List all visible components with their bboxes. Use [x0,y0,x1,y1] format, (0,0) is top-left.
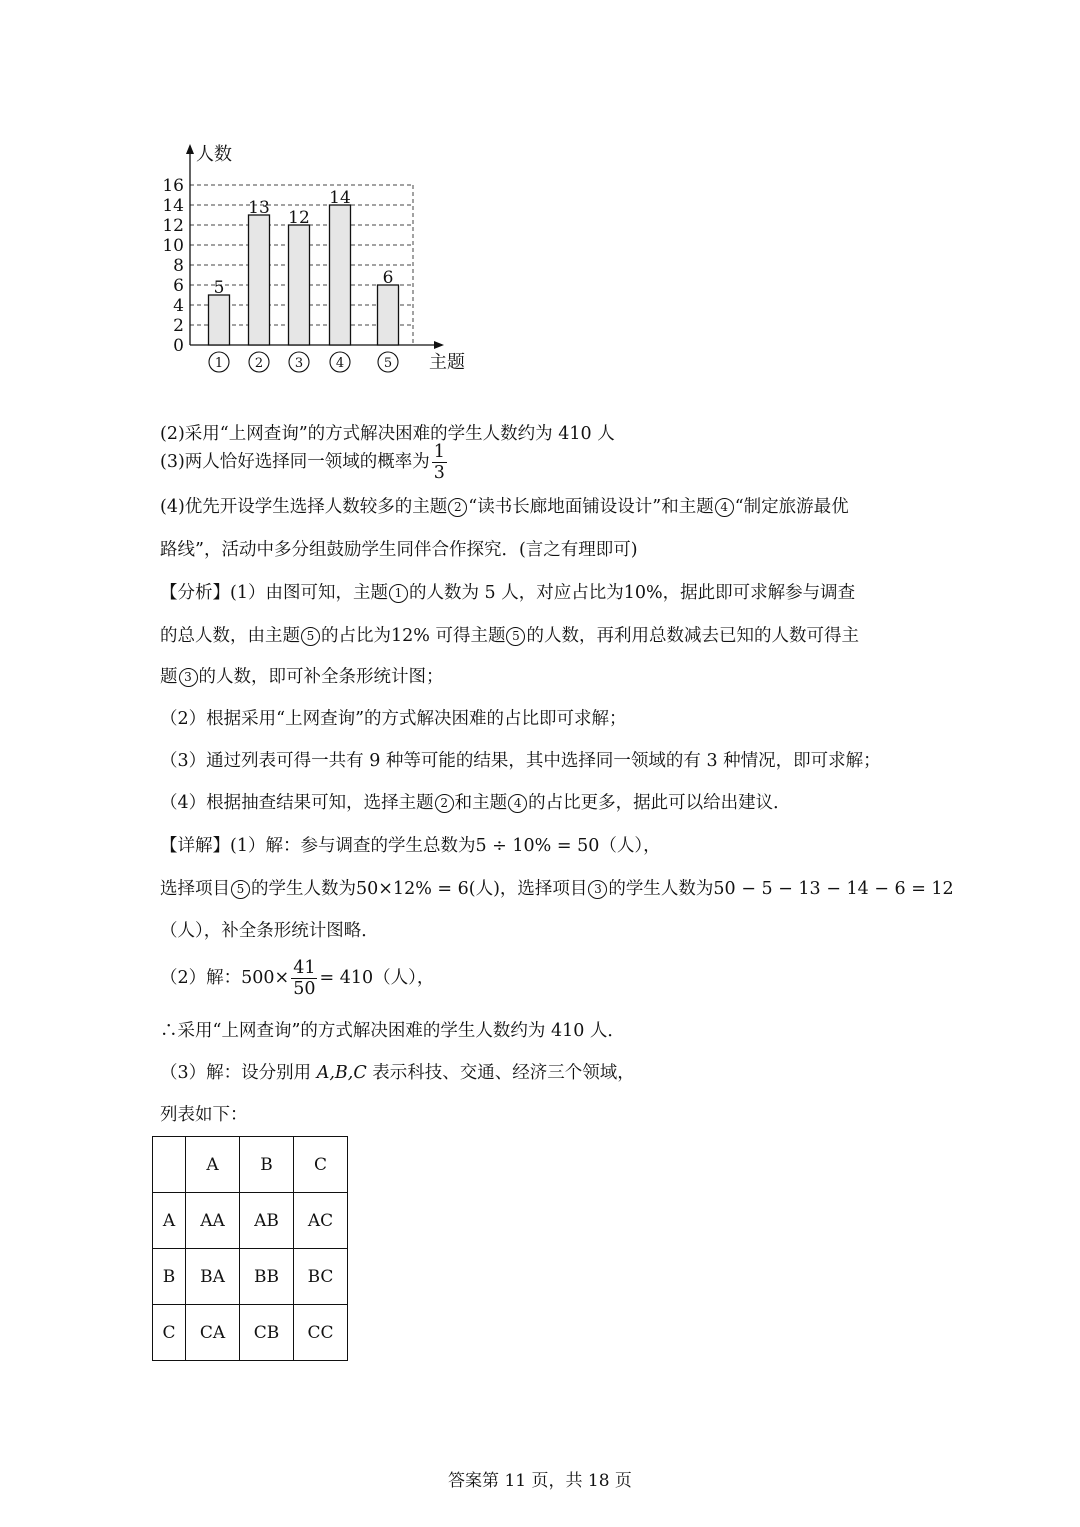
bar [249,215,270,345]
table-cell: C [153,1305,186,1361]
table-row [153,1305,348,1361]
analysis-text: 的人数，即可补全条形统计图； [198,667,444,687]
analysis-line-6 [160,790,791,816]
circled-number: 5 [301,627,320,646]
detail-text: 选择项目 [160,879,230,899]
fraction-numerator: 1 [433,442,445,462]
detail-text: 表示科技、交通、经济三个领域， [366,1063,635,1083]
analysis-line-4: （2）根据采用“上网查询”的方式解决困难的占比即可求解； [160,709,627,729]
table-cell: B [240,1137,294,1193]
answer-4-text-b: “读书长廊地面铺设设计”和主题 [468,497,714,517]
table-cell: CA [186,1305,240,1361]
table-row [153,1193,348,1249]
detail-line-6 [160,1060,635,1086]
y-axis-arrow [186,144,194,154]
bar-value-label: 13 [248,198,270,218]
circled-number: 5 [231,880,250,899]
circled-number: 3 [179,668,198,687]
table-cell [153,1137,186,1193]
bar [330,205,351,345]
table-cell: CB [240,1305,294,1361]
detail-line-5: ∴采用“上网查询”的方式解决困难的学生人数约为 410 人． [160,1021,625,1041]
detail-text: 的学生人数为50 − 5 − 13 − 14 − 6 = 12 [608,879,954,899]
answer-3 [160,442,449,483]
analysis-text: 的占比为12% 可得主题 [321,626,506,646]
table-cell: A [153,1193,186,1249]
x-tick-label: 4 [335,356,345,371]
answer-4-line-2: 路线”，活动中多分组鼓励学生同伴合作探究．(言之有理即可) [160,540,638,560]
table-cell: BB [240,1249,294,1305]
y-tick-label: 0 [173,336,184,356]
table-cell: AC [294,1193,348,1249]
table-cell: AA [186,1193,240,1249]
table-cell: C [294,1137,348,1193]
fraction-one-third [432,442,447,483]
circled-number: 2 [435,794,454,813]
bar [209,295,230,345]
table-cell: A [186,1137,240,1193]
x-tick-label: 2 [254,356,264,371]
y-tick-label: 2 [173,316,184,336]
circled-number: 1 [389,584,408,603]
analysis-text: 的总人数，由主题 [160,626,300,646]
detail-line-1: 【详解】(1）解：参与调查的学生总数为5 ÷ 10% = 50（人）， [160,836,661,856]
page-footer: 答案第 11 页，共 18 页 [448,1471,632,1491]
circled-number: 3 [588,880,607,899]
y-tick-label: 16 [162,176,184,196]
detail-line-4 [160,958,434,999]
analysis-line-3 [160,664,444,690]
table-cell: BC [294,1249,348,1305]
y-axis-label: 人数 [196,144,232,165]
bar-value-label: 14 [329,188,351,208]
detail-line-7: 列表如下： [160,1105,248,1125]
y-tick-label: 14 [162,196,184,216]
detail-line-3: （人），补全条形统计图略． [160,921,379,941]
y-tick-label: 4 [173,296,184,316]
analysis-text: （4）根据抽查结果可知，选择主题 [160,793,434,813]
x-tick-label: 5 [383,356,393,371]
answer-4-text-a: (4)优先开设学生选择人数较多的主题 [160,497,448,517]
y-tick-label: 12 [162,216,184,236]
analysis-text: 【分析】(1）由图可知，主题 [160,583,388,603]
x-tick-label: 1 [214,356,224,371]
analysis-line-1 [160,580,855,606]
circled-number: 2 [448,498,467,517]
table-cell: AB [240,1193,294,1249]
bar [289,225,310,345]
analysis-line-2 [160,623,859,649]
analysis-text: 的占比更多，据此可以给出建议． [528,793,791,813]
circled-number: 4 [508,794,527,813]
circled-number: 4 [715,498,734,517]
x-axis-label: 主题 [429,352,465,373]
answer-2: (2)采用“上网查询”的方式解决困难的学生人数约为 410 人 [160,424,615,444]
detail-text: 的学生人数为50×12% = 6(人)，选择项目 [251,879,588,899]
bar-value-label: 12 [288,208,310,228]
fraction-41-50 [291,958,317,999]
circled-number: 5 [506,627,525,646]
table-row [153,1249,348,1305]
detail-text: （2）解：500× [160,968,290,988]
bar-chart-svg [150,130,490,380]
bar-value-label: 6 [382,268,394,288]
answer-3-text: (3)两人恰好选择同一领域的概率为 [160,452,430,472]
fraction-numerator: 41 [293,958,316,978]
y-tick-label: 6 [173,276,184,296]
analysis-text: 和主题 [454,793,508,813]
y-tick-label: 10 [162,236,184,256]
table-header-row [153,1137,348,1193]
detail-line-2 [160,876,954,902]
variables: A,B,C [316,1063,367,1083]
analysis-line-5: （3）通过列表可得一共有 9 种等可能的结果，其中选择同一领域的有 3 种情况，即可求解； [160,751,881,771]
table-cell: CC [294,1305,348,1361]
y-tick-label: 8 [173,256,184,276]
analysis-text: 的人数为 5 人，对应占比为10%，据此即可求解参与调查 [408,583,856,603]
analysis-text: 题 [160,667,178,687]
table-cell: BA [186,1249,240,1305]
table-cell: B [153,1249,186,1305]
outcome-table [152,1136,348,1361]
analysis-text: 的人数，再利用总数减去已知的人数可得主 [526,626,859,646]
bar-value-label: 5 [213,278,225,298]
x-axis-arrow [434,341,444,349]
bar [378,285,399,345]
bar-chart [150,130,490,380]
answer-4-text-c: “制定旅游最优 [734,497,849,517]
detail-text: = 410（人）， [319,968,435,988]
x-tick-label: 3 [294,356,304,371]
fraction-denominator: 3 [433,463,445,483]
answer-4-line-1 [160,494,849,520]
fraction-denominator: 50 [293,979,316,999]
detail-text: （3）解：设分别用 [160,1063,317,1083]
